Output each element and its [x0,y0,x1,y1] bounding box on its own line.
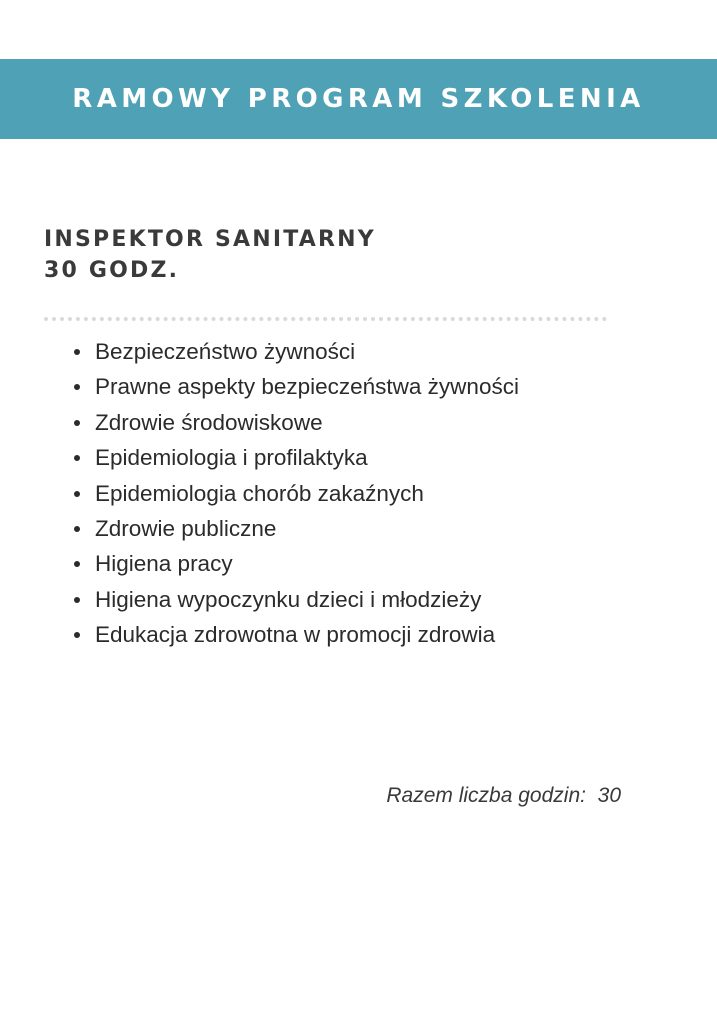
topic-label: Epidemiologia chorób zakaźnych [95,480,424,506]
bullet-icon [74,561,80,567]
dotted-divider [44,317,607,321]
course-name: INSPEKTOR SANITARNY [44,227,376,252]
topic-label: Epidemiologia i profilaktyka [95,445,368,471]
topic-label: Higiena wypoczynku dzieci i młodzieży [95,586,482,612]
total-hours-value: 30 [597,784,621,807]
list-item [74,369,519,404]
title-banner [0,59,717,139]
bullet-icon [74,491,80,497]
bullet-icon [74,349,80,355]
bullet-icon [74,455,80,461]
topic-label: Higiena pracy [95,551,233,577]
topic-label: Prawne aspekty bezpieczeństwa żywności [95,374,519,400]
bullet-icon [74,597,80,603]
topic-list [74,334,519,653]
bullet-icon [74,632,80,638]
topic-label: Bezpieczeństwo żywności [95,339,356,364]
bullet-icon [74,384,80,390]
course-heading [44,224,376,286]
list-item [74,476,519,511]
list-item [74,582,519,617]
course-hours: 30 GODZ. [44,258,180,283]
topic-label: Edukacja zdrowotna w promocji zdrowia [95,622,496,648]
total-hours-label: Razem liczba godzin: [386,784,586,807]
list-item [74,546,519,581]
bullet-icon [74,420,80,426]
list-item [74,405,519,440]
total-hours [386,784,621,808]
bullet-icon [74,526,80,532]
list-item [74,440,519,475]
page-title: RAMOWY PROGRAM SZKOLENIA [72,84,645,114]
topic-label: Zdrowie środowiskowe [95,409,323,435]
list-item [74,511,519,546]
list-item [74,617,519,652]
topic-label: Zdrowie publiczne [95,516,277,542]
list-item [74,334,519,369]
